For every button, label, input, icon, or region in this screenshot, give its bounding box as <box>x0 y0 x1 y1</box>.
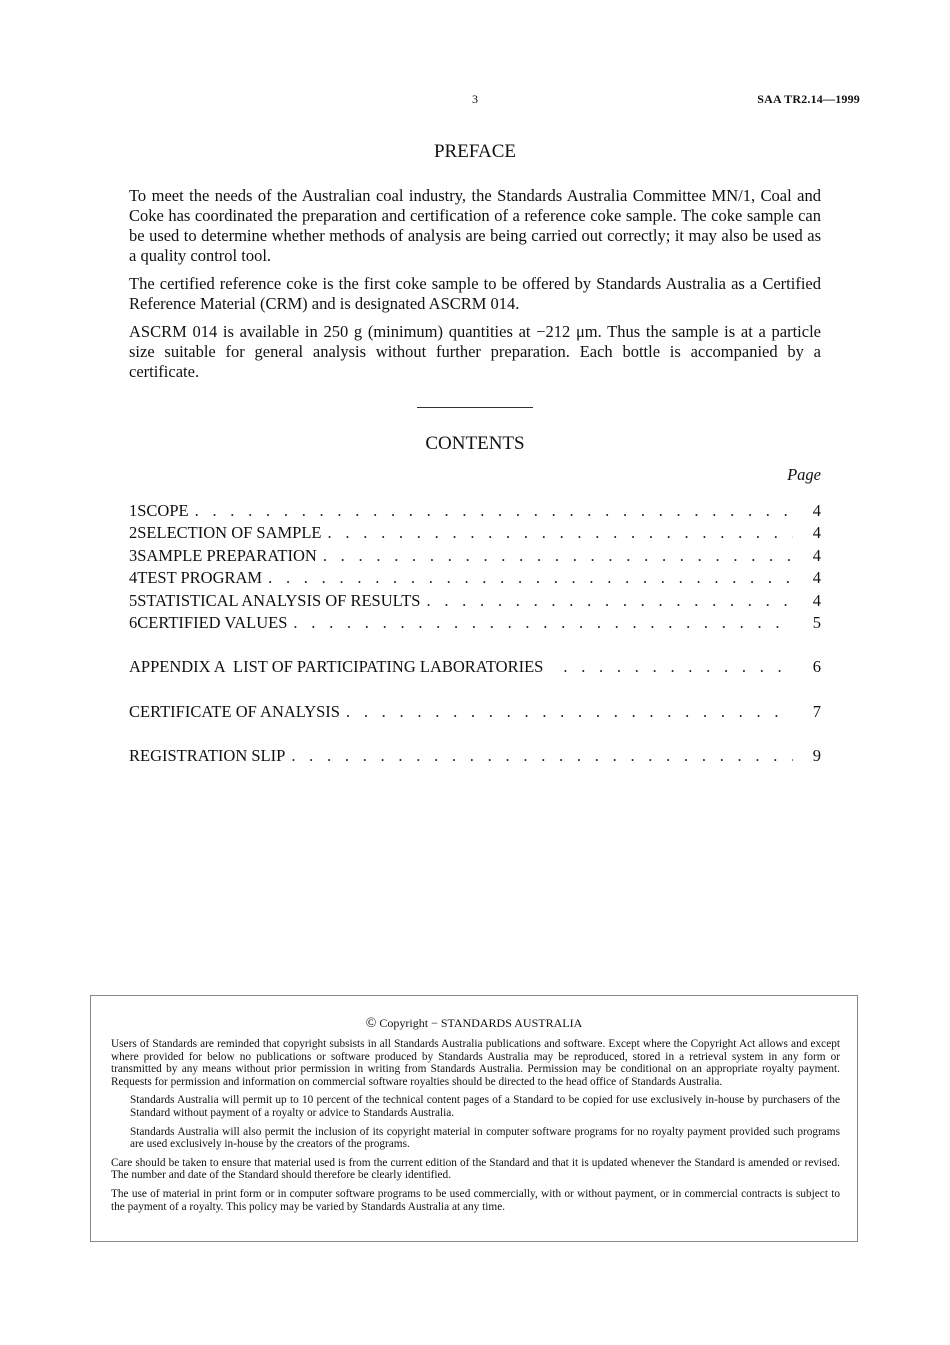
toc-entry-label: CERTIFIED VALUES <box>137 612 288 632</box>
toc-entry-number: 4 <box>129 568 138 588</box>
toc-entry-page: 4 <box>812 501 821 520</box>
toc-entry-page: 4 <box>812 590 821 610</box>
toc-entry-page: 4 <box>812 545 821 565</box>
toc-entry-page: 5 <box>812 612 821 632</box>
toc-entry-selection-of-sample[interactable] <box>129 522 821 544</box>
toc-entry-label: SAMPLE PREPARATION <box>137 545 317 565</box>
toc-entry-page: 7 <box>812 701 821 721</box>
toc-entry-label: REGISTRATION SLIP <box>129 746 286 766</box>
toc-entry-number: 1 <box>129 501 138 520</box>
dot-leader <box>346 701 793 723</box>
toc-entry-sample-preparation[interactable] <box>129 545 821 567</box>
copyright-heading <box>91 1016 857 1032</box>
toc-entry-appendix-a[interactable] <box>129 656 821 678</box>
copyright-body <box>111 1038 840 1219</box>
dot-leader <box>291 745 793 767</box>
dot-leader <box>195 500 793 522</box>
contents-heading: CONTENTS <box>425 433 525 454</box>
toc-entry-certified-values[interactable] <box>129 612 821 634</box>
toc-entry-label: SELECTION OF SAMPLE <box>137 523 322 543</box>
toc-entry-certificate-of-analysis[interactable] <box>129 701 821 723</box>
preface-heading: PREFACE <box>433 141 516 162</box>
copyright-paragraph: Standards Australia will also permit the inclusion of its copyright material in computer software programs for no royalty payment provided such programs are used exclusively in-house by the creators of the programs. <box>130 1125 840 1151</box>
toc-entry-scope[interactable] <box>129 500 821 522</box>
toc-entry-statistical-analysis[interactable] <box>129 590 821 612</box>
toc-entry-page: 9 <box>812 746 821 766</box>
toc-entry-number: 6 <box>129 612 138 632</box>
table-of-contents <box>129 500 821 768</box>
copyright-notice <box>90 995 858 1242</box>
copyright-symbol-icon: © <box>365 1016 377 1031</box>
dot-leader <box>426 590 793 612</box>
toc-entry-label: STATISTICAL ANALYSIS OF RESULTS <box>137 590 421 610</box>
toc-entry-registration-slip[interactable] <box>129 745 821 767</box>
copyright-paragraph: Care should be taken to ensure that material used is from the current edition of the Standard and that it is updated whenever the Standard is amended or revised. The number and date of the Standard should therefore be clearly identified. <box>111 1156 840 1182</box>
toc-entry-label: SCOPE <box>137 501 189 520</box>
dot-leader <box>293 612 793 634</box>
dot-leader <box>328 522 793 544</box>
toc-entry-number: 5 <box>129 590 138 610</box>
toc-entry-number: 3 <box>129 545 138 565</box>
toc-entry-page: 4 <box>812 568 821 588</box>
copyright-paragraph: The use of material in print form or in computer software programs to be used commercially, with or without payment, or in commercial contracts is subject to the payment of a royalty. This policy may be varied by Standards Australia at any time. <box>111 1187 840 1213</box>
dot-leader <box>563 656 793 678</box>
page-column-heading: Page <box>787 465 821 484</box>
preface-paragraph: ASCRM 014 is available in 250 g (minimum) quantities at −212 μm. Thus the sample is at a particle size suitable for general analysis without further preparation. Each bottle is accompanied by a certificate. <box>129 322 821 381</box>
copyright-paragraph: Users of Standards are reminded that copyright subsists in all Standards Australia publications and software. Except where the Copyright Act allows and except where provided for below no publications or software produced by Standards Australia may be reproduced, stored in a retrieval system in any form or transmitted by any means without prior permission in writing from Standards Australia. Permission may be conditional on an appropriate royalty payment. Requests for permission and information on commercial software royalties should be directed to the head office of Standards Australia. <box>111 1038 840 1088</box>
document-id: SAA TR2.14—1999 <box>757 92 860 106</box>
section-divider <box>417 407 533 408</box>
dot-leader <box>323 545 793 567</box>
preface-paragraph: The certified reference coke is the first coke sample to be offered by Standards Australia as a Certified Reference Material (CRM) and is designated ASCRM 014. <box>129 274 821 313</box>
toc-entry-number: 2 <box>129 523 138 543</box>
preface-body <box>129 186 821 390</box>
toc-entry-page: 6 <box>812 657 821 677</box>
toc-entry-label: CERTIFICATE OF ANALYSIS <box>129 701 340 721</box>
dot-leader <box>268 567 793 589</box>
toc-entry-page: 4 <box>812 523 821 543</box>
toc-entry-test-program[interactable] <box>129 567 821 589</box>
copyright-paragraph: Standards Australia will permit up to 10 percent of the technical content pages of a Standard to be copied for use exclusively in-house by purchasers of the Standard without payment of a royalty or advice to Standards Australia. <box>130 1094 840 1119</box>
preface-paragraph: To meet the needs of the Australian coal industry, the Standards Australia Committee MN/1, Coal and Coke has coordinated the preparation and certification of a reference coke sample. The coke sample can be used to determine whether methods of analysis are being carried out correctly; it may also be used as a quality control tool. <box>129 186 821 265</box>
page-number: 3 <box>472 92 478 106</box>
copyright-title: Copyright − STANDARDS AUSTRALIA <box>379 1016 583 1030</box>
toc-entry-label: APPENDIX A LIST OF PARTICIPATING LABORATORIES <box>129 657 544 677</box>
toc-entry-label: TEST PROGRAM <box>137 568 263 588</box>
